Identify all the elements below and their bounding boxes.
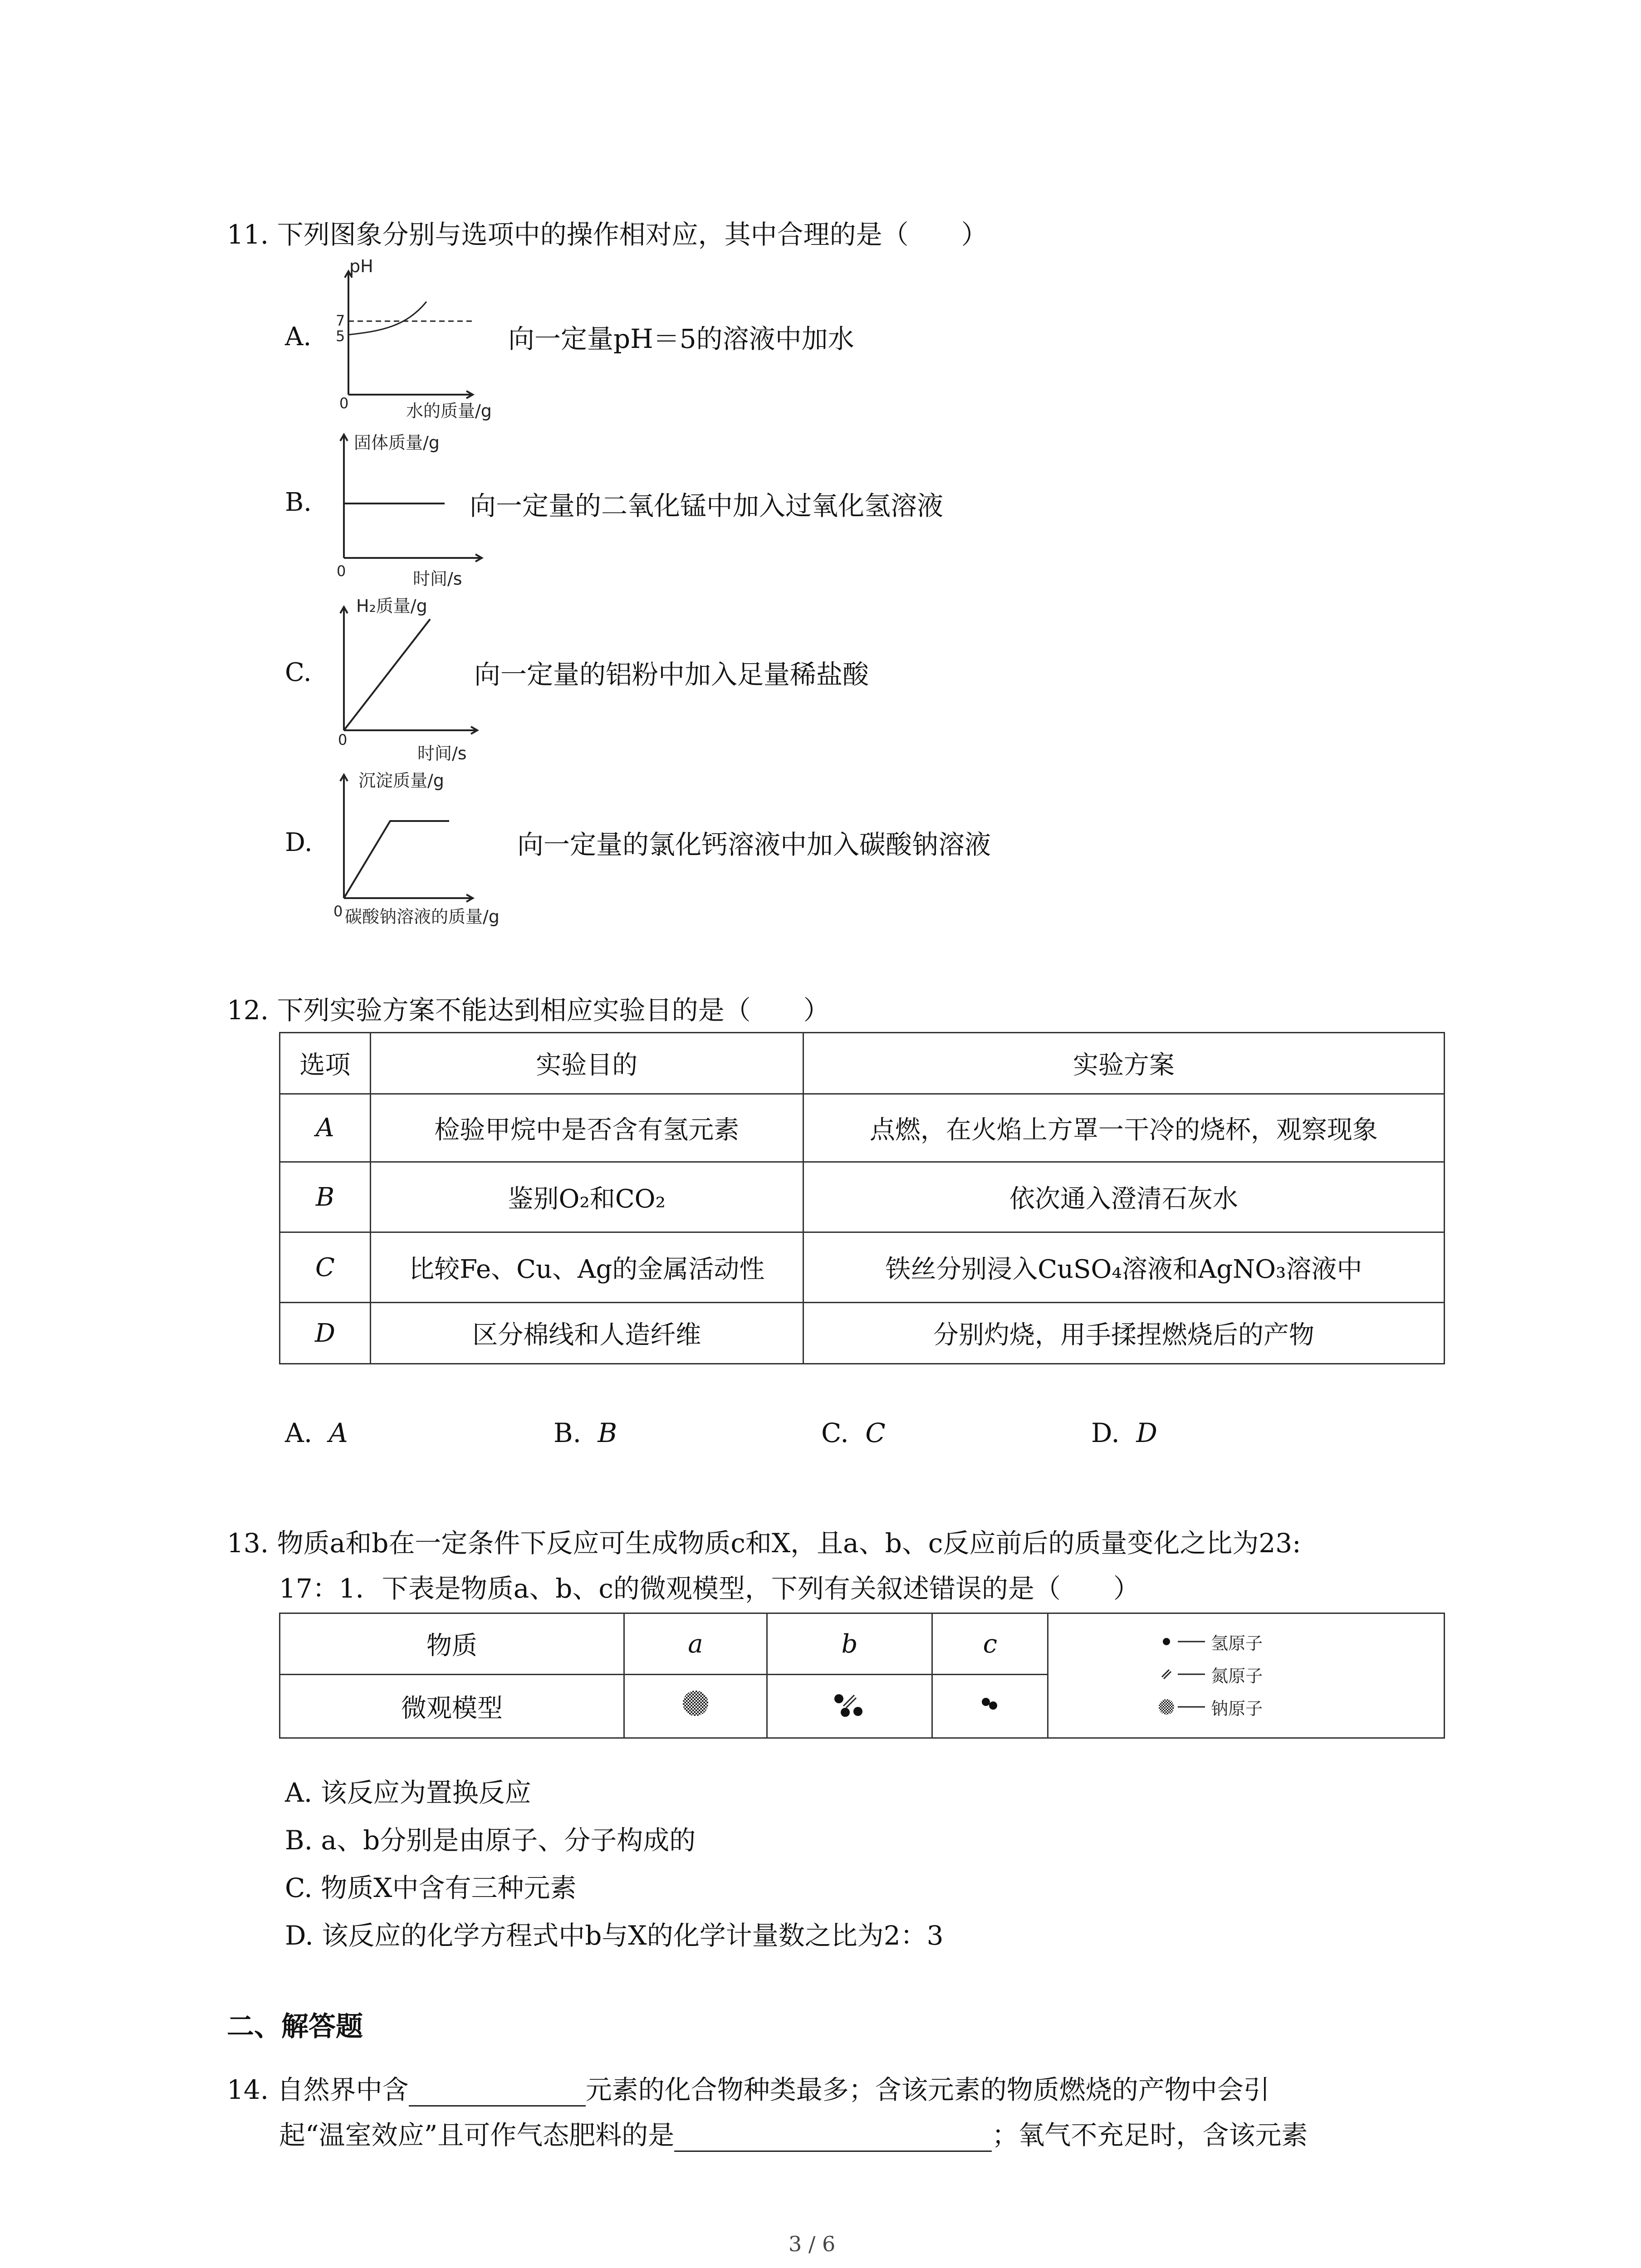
section-heading: 二、解答题 [227,2011,363,2043]
q13-stem-line1: 13. 物质a和b在一定条件下反应可生成物质c和X，且a、b、c反应前后的质量变化之比为23: [227,1528,1301,1559]
q12-answer-a-letter: A. [285,1418,313,1448]
q12-answer-d-value: D [1136,1418,1157,1448]
q12-row-b-option: B [280,1162,371,1232]
q12-answer-b-letter: B. [554,1418,582,1448]
q11-option-d-text: 向一定量的氯化钙溶液中加入碳酸钠溶液 [517,829,991,860]
q12-answer-a-value: A [328,1418,348,1448]
q11-d-ylabel: 沉淀质量/g [358,771,444,791]
q13-label-model: 微观模型 [280,1675,624,1738]
q11-a-tick-7: 7 [336,312,345,329]
hydrogen-atom-icon [1157,1633,1176,1651]
q12-header-purpose: 实验目的 [370,1033,803,1094]
q11-a-tick-5: 5 [336,327,345,345]
q11-option-d-letter: D. [285,828,313,857]
q12-row-d-plan: 分别灼烧，用手揉捏燃烧后的产物 [803,1303,1444,1364]
q11-a-xlabel: 水的质量/g [406,401,492,421]
q11-d-origin: 0 [333,903,343,920]
q12-row-b-purpose: 鉴别O₂和CO₂ [370,1162,803,1232]
q12-answer-c-letter: C. [821,1418,849,1448]
q12-stem: 12. 下列实验方案不能达到相应实验目的是（ ） [227,995,830,1026]
nitrogen-atom-icon [1157,1665,1176,1683]
page-number: 3 / 6 [789,2232,836,2256]
q12-row-d-purpose: 区分棉线和人造纤维 [370,1303,803,1364]
q12-answer-d [1091,1418,1157,1448]
q11-option-b-letter: B. [285,488,312,517]
q12-answer-d-letter: D. [1091,1418,1120,1448]
q13-option-d: D. 该反应的化学方程式中b与X的化学计量数之比为2：3 [285,1920,944,1951]
q12-answer-c-value: C [865,1418,886,1448]
q14-blank-2[interactable] [674,2123,992,2152]
q11-b-origin: 0 [337,562,346,580]
q12-answer-c [821,1418,886,1448]
q12-row-b-plan: 依次通入澄清石灰水 [803,1162,1444,1232]
q14-line1 [227,2068,1270,2107]
hydrogen-molecule-icon [974,1692,1006,1715]
q11-c-xlabel: 时间/s [417,743,467,763]
q13-model-a [624,1675,767,1738]
q11-option-a-text: 向一定量pH＝5的溶液中加水 [508,323,854,354]
q12-header-plan: 实验方案 [803,1033,1444,1094]
q14-part2: 元素的化合物种类最多；含该元素的物质燃烧的产物中会引 [585,2074,1270,2105]
q14-part3: 起“温室效应”且可作气态肥料的是 [279,2120,675,2151]
q11-a-ylabel: pH [349,256,373,276]
q12-row-c-option: C [280,1232,371,1303]
q13-model-c [932,1675,1048,1738]
q13-stem-line2: 17：1．下表是物质a、b、c的微观模型，下列有关叙述错误的是（ ） [279,1573,1140,1604]
q13-model-b [767,1675,932,1738]
q12-header-option: 选项 [280,1033,371,1094]
q11-option-a-letter: A. [285,322,312,352]
q13-legend-cell [1048,1613,1445,1738]
q12-row-d-option: D [280,1303,371,1364]
sodium-atom-model-icon [680,1687,711,1719]
q13-col-a: a [624,1613,767,1675]
q12-answer-b-value: B [598,1418,617,1448]
q14-part1: 14. 自然界中含 [227,2074,409,2105]
q14-blank-1[interactable] [409,2078,586,2107]
q13-table [279,1613,1445,1739]
q11-b-ylabel: 固体质量/g [354,433,440,453]
q13-option-b: B. a、b分别是由原子、分子构成的 [285,1825,696,1856]
q14-part4: ；氧气不充足时，含该元素 [992,2120,1308,2151]
q13-col-b: b [767,1613,932,1675]
legend-sodium: 钠原子 [1211,1698,1263,1719]
sodium-atom-icon [1157,1698,1176,1716]
q12-answer-a [285,1418,348,1448]
q13-label-substance: 物质 [280,1613,624,1675]
q11-c-ylabel: H₂质量/g [356,596,427,616]
q12-answer-b [554,1418,617,1448]
q11-option-c-letter: C. [285,658,312,687]
q13-col-c: c [932,1613,1048,1675]
q14-line2 [279,2114,1308,2152]
q13-option-c: C. 物质X中含有三种元素 [285,1872,577,1903]
q11-stem: 11. 下列图象分别与选项中的操作相对应，其中合理的是（ ） [227,219,988,250]
q12-row-a-plan: 点燃，在火焰上方罩一干冷的烧杯，观察现象 [803,1094,1444,1162]
q11-option-c-text: 向一定量的铝粉中加入足量稀盐酸 [474,659,869,690]
q12-table [279,1032,1445,1364]
q11-option-b-text: 向一定量的二氧化锰中加入过氧化氢溶液 [470,490,944,521]
q11-a-origin: 0 [339,395,349,412]
q12-row-c-purpose: 比较Fe、Cu、Ag的金属活动性 [370,1232,803,1303]
q11-d-xlabel: 碳酸钠溶液的质量/g [345,907,500,927]
q13-option-a: A. 该反应为置换反应 [285,1777,531,1808]
q12-row-c-plan: 铁丝分别浸入CuSO₄溶液和AgNO₃溶液中 [803,1232,1444,1303]
ammonia-molecule-icon [827,1685,872,1721]
legend-hydrogen: 氢原子 [1211,1633,1263,1653]
legend-nitrogen: 氮原子 [1211,1666,1263,1686]
q11-b-xlabel: 时间/s [413,569,462,589]
q12-row-a-option: A [280,1094,371,1162]
q11-c-origin: 0 [338,731,348,748]
q12-row-a-purpose: 检验甲烷中是否含有氢元素 [370,1094,803,1162]
